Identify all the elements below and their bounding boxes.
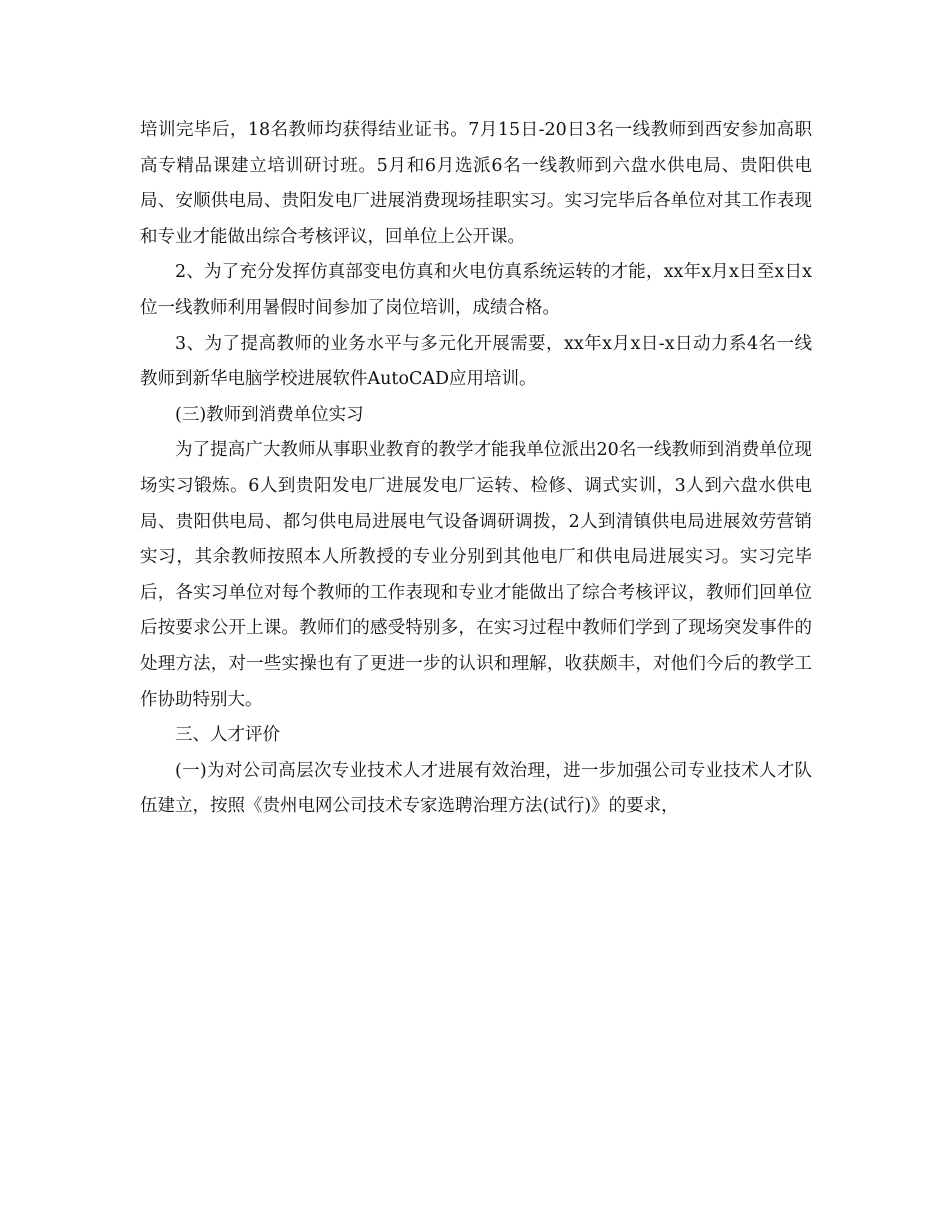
- section-heading-talent-evaluation: 三、人才评价: [175, 725, 280, 746]
- paragraph-autocad-training: 3、为了提高教师的业务水平与多元化开展需要，xx年x月x日-x日动力系4名一线教师到新华电脑学校进展软件AutoCAD应用培训。: [140, 333, 812, 390]
- section-heading-internship: (三)教师到消费单位实习: [175, 404, 364, 425]
- paragraph-talent-management: (一)为对公司高层次专业技术人才进展有效治理，进一步加强公司专业技术人才队伍建立，按照《贵州电网公司技术专家选聘治理方法(试行)》的要求，: [140, 760, 812, 817]
- paragraph-training-results: 培训完毕后，18名教师均获得结业证书。7月15日-20日3名一线教师到西安参加高职高专精品课建立培训研讨班。5月和6月选派6名一线教师到六盘水供电局、贵阳供电局、安顺供电局、贵阳发电厂进展消费现场挂职实习。实习完毕后各单位对其工作表现和专业才能做出综合考核评议，回单位上公开课。: [140, 120, 812, 247]
- paragraph-internship-details: 为了提高广大教师从事职业教育的教学才能我单位派出20名一线教师到消费单位现场实习锻炼。6人到贵阳发电厂进展发电厂运转、检修、调式实训，3人到六盘水供电局、贵阳供电局、都匀供电局进展电气设备调研调拨，2人到清镇供电局进展效劳营销实习，其余教师按照本人所教授的专业分别到其他电厂和供电局进展实习。实习完毕后，各实习单位对每个教师的工作表现和专业才能做出了综合考核评议，教师们回单位后按要求公开上课。教师们的感受特别多，在实习过程中教师们学到了现场突发事件的处理方法，对一些实操也有了更进一步的认识和理解，收获颇丰，对他们今后的教学工作协助特别大。: [140, 440, 812, 710]
- paragraph-simulation-training: 2、为了充分发挥仿真部变电仿真和火电仿真系统运转的才能，xx年x月x日至x日x位一线教师利用暑假时间参加了岗位培训，成绩合格。: [140, 262, 812, 318]
- document-body: [140, 113, 812, 825]
